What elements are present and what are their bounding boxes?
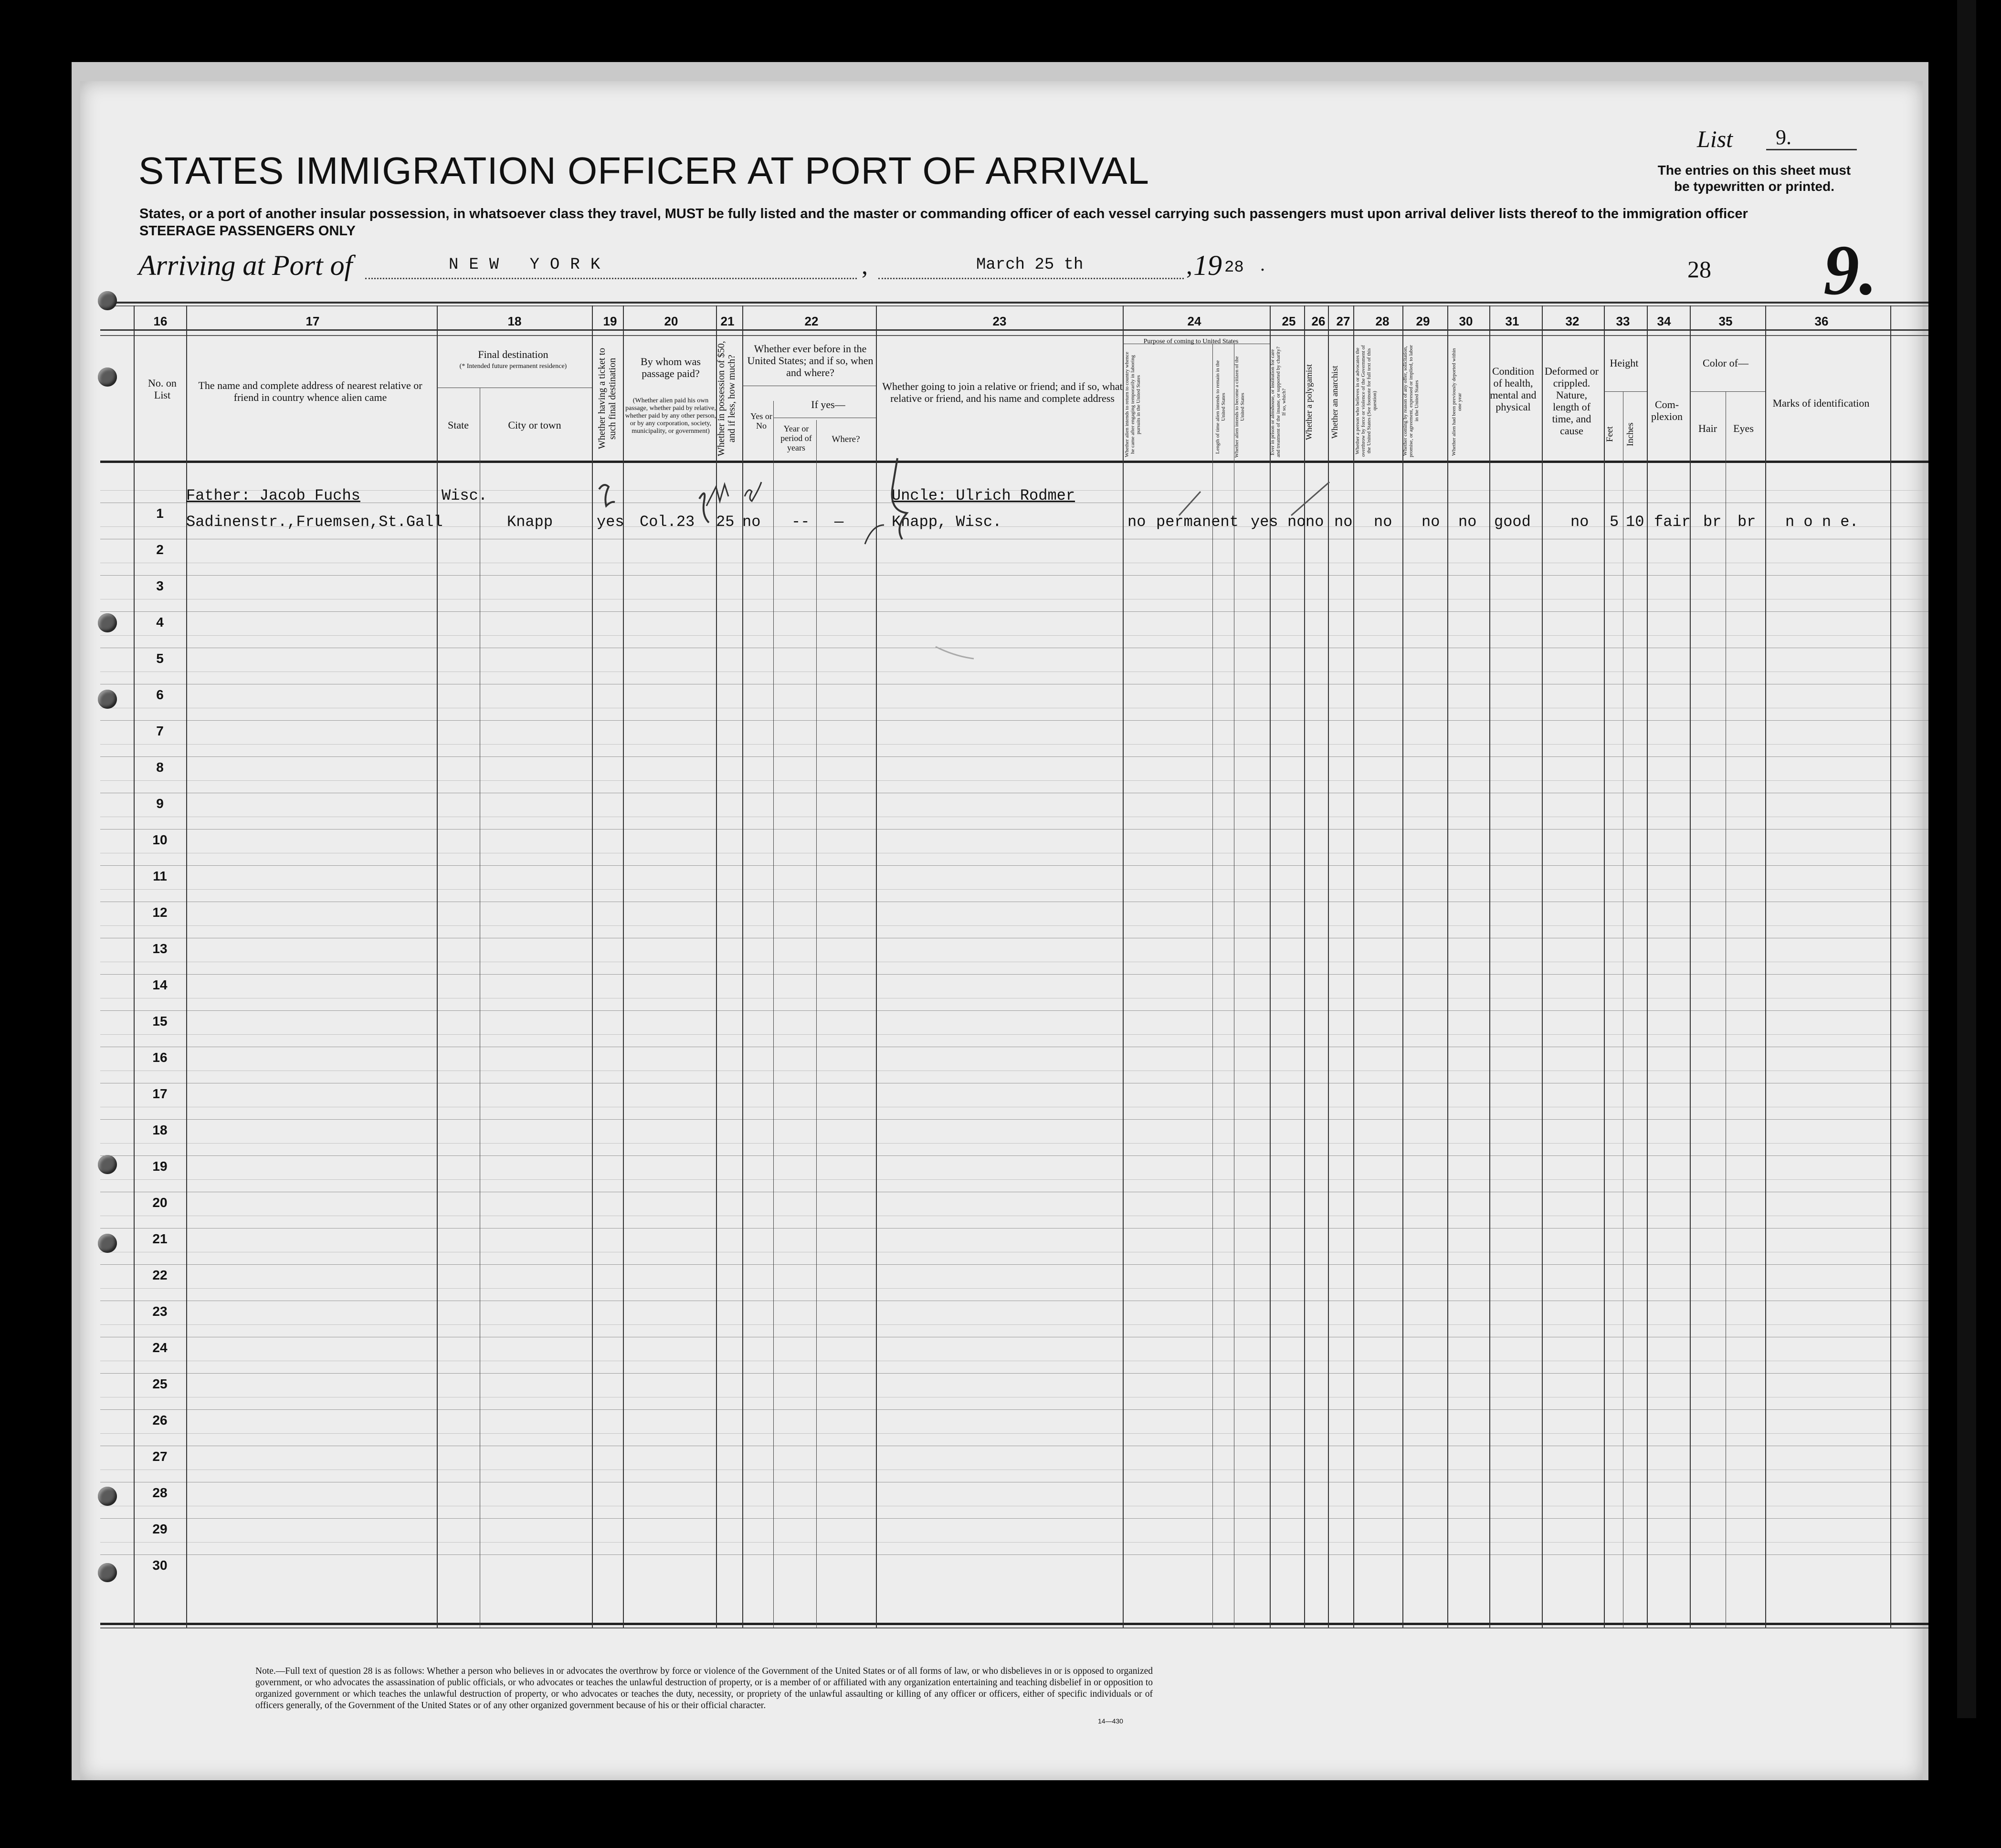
row-number: 4 bbox=[156, 615, 164, 630]
row-number: 18 bbox=[152, 1123, 168, 1137]
joining-line-1: Uncle: Ulrich Rodmer bbox=[892, 487, 1075, 504]
where-value: — bbox=[834, 513, 844, 531]
header-anarchist: Whether an anarchist bbox=[1330, 366, 1339, 439]
column-number-29: 29 bbox=[1416, 314, 1430, 328]
punch-hole-icon bbox=[98, 1563, 117, 1582]
punch-hole-icon bbox=[98, 613, 117, 632]
row-number: 12 bbox=[152, 905, 168, 920]
row-number: 3 bbox=[156, 578, 164, 593]
header-labor-offer: Whether coming by reason of any offer, solicitation, promise, or agreement, expressed or implied, to labor in the United States bbox=[1402, 345, 1420, 457]
header-marks: Marks of identification bbox=[1772, 397, 1870, 409]
column-number-34: 34 bbox=[1657, 314, 1671, 328]
header-color: Color of— bbox=[1703, 357, 1748, 369]
row-number: 7 bbox=[156, 724, 164, 738]
page-title: STATES IMMIGRATION OFFICER AT PORT OF ARRIVAL bbox=[138, 149, 1149, 192]
row-number: 11 bbox=[153, 869, 167, 883]
row-number: 29 bbox=[152, 1522, 168, 1536]
relative-line-2: Sadinenstr.,Fruemsen,St.Gall bbox=[186, 513, 443, 531]
header-before-in-us: Whether ever before in the United States; and if so, when and where? bbox=[747, 343, 874, 378]
column-number-20: 20 bbox=[664, 314, 678, 328]
header-prison: Ever in prison or almshouse, or institution for care and treatment of the insane, or supported by charity? If so, which? bbox=[1270, 346, 1287, 458]
header-purpose: Purpose of coming to United States bbox=[1143, 338, 1239, 345]
arrival-date: March 25 th bbox=[976, 256, 1084, 274]
relative-line-1: Father: Jacob Fuchs bbox=[186, 487, 360, 504]
hair-value: br bbox=[1703, 513, 1722, 531]
column-number-21: 21 bbox=[720, 314, 735, 328]
header-where: Where? bbox=[832, 434, 860, 444]
column-number-30: 30 bbox=[1459, 314, 1473, 328]
header-ticket: Whether having a ticket to such final destination bbox=[597, 347, 618, 450]
column-number-35: 35 bbox=[1718, 314, 1733, 328]
row-number: 8 bbox=[156, 760, 164, 775]
subtitle-line-1: States, or a port of another insular possession, in whatsoever class they travel, MUST be fully listed and the master or commanding officer of each vessel carrying such passengers must upon arrival deliver lists thereof to the immigration officer bbox=[139, 206, 1748, 221]
length-stay-value: permanent bbox=[1156, 513, 1239, 531]
row-number: 21 bbox=[152, 1231, 168, 1246]
form-number: 14—430 bbox=[1098, 1717, 1123, 1725]
header-year-period: Year or period of years bbox=[780, 424, 812, 452]
year-dot: . bbox=[1260, 253, 1265, 275]
comma-2: , bbox=[1186, 252, 1192, 280]
row-number: 22 bbox=[152, 1268, 168, 1282]
before-in-us-value: no bbox=[742, 513, 761, 531]
header-joining-relative: Whether going to join a relative or friend; and if so, what relative or friend, and his name and complete address bbox=[882, 380, 1123, 404]
row-number: 1 bbox=[156, 506, 164, 521]
deported-value: no bbox=[1458, 513, 1477, 531]
year-suffix: 28 bbox=[1224, 259, 1244, 277]
health-value: good bbox=[1494, 513, 1531, 531]
header-health: Condition of health, mental and physical bbox=[1490, 365, 1537, 413]
typewriter-note: The entries on this sheet must be typewritten or printed. bbox=[1657, 163, 1851, 194]
column-number-27: 27 bbox=[1336, 314, 1350, 328]
header-overthrow: Whether a person who believes in or advocates the overthrow by force or violence of the Government of the United States (See footnote for full text of this question) bbox=[1355, 345, 1378, 457]
header-inches: Inches bbox=[1625, 422, 1635, 446]
column-number-23: 23 bbox=[992, 314, 1007, 328]
header-passage-paid: By whom was passage paid? bbox=[641, 356, 701, 379]
header-state: State bbox=[448, 419, 469, 431]
header-polygamist: Whether a polygamist bbox=[1304, 364, 1314, 440]
subtitle-line-2: STEERAGE PASSENGERS ONLY bbox=[139, 223, 356, 239]
header-eyes: Eyes bbox=[1733, 422, 1754, 434]
list-number: 9. bbox=[1776, 126, 1791, 149]
row-number: 24 bbox=[152, 1340, 168, 1355]
marks-value: n o n e. bbox=[1785, 513, 1859, 531]
destination-state: Wisc. bbox=[442, 487, 488, 504]
row-number: 17 bbox=[152, 1086, 168, 1101]
footnote: Note.—Full text of question 28 is as follows: Whether a person who believes in or advocates the overthrow by force or violence of the Government of the United States or of all forms of law, or who disbelieves in or is opposed to organized government, or who advocates the assassination of public officials, or who advocates or teaches the unlawful destruction of property, or is a member of or affiliated with any organization entertaining and teaching disbelief in or opposition to organized government or which teaches the unlawful destruction of property, or who advocates or teaches the duty, necessity, or propriety of the unlawful assaulting or killing of any officer or officers, either of specific individuals or of officers generally, of the Government of the United States or of any other organized government because of his or their official character. bbox=[255, 1666, 1153, 1711]
header-fifty-dollars: Whether in possession of $50, and if less, how much? bbox=[716, 341, 737, 456]
punch-hole-icon bbox=[98, 1487, 117, 1506]
header-hair: Hair bbox=[1698, 422, 1717, 434]
complexion-value: fair bbox=[1654, 513, 1691, 531]
column-number-22: 22 bbox=[804, 314, 819, 328]
become-citizen-value: yes bbox=[1251, 513, 1278, 531]
header-length-stay: Length of time alien intends to remain in the United States bbox=[1215, 360, 1226, 454]
row-number: 2 bbox=[156, 542, 164, 557]
punch-hole-icon bbox=[98, 1155, 117, 1174]
punch-hole-icon bbox=[98, 690, 117, 709]
overthrow-value: no bbox=[1374, 513, 1392, 531]
header-feet: Feet bbox=[1605, 426, 1615, 442]
column-number-25: 25 bbox=[1282, 314, 1296, 328]
column-number-16: 16 bbox=[153, 314, 168, 328]
polygamist-value: no bbox=[1306, 513, 1324, 531]
destination-city: Knapp bbox=[507, 513, 553, 531]
comma: , bbox=[862, 252, 868, 280]
prison-value: no bbox=[1287, 513, 1306, 531]
eyes-value: br bbox=[1738, 513, 1756, 531]
header-height: Height bbox=[1610, 357, 1639, 369]
row-number: 20 bbox=[152, 1195, 168, 1210]
punch-hole-icon bbox=[98, 1234, 117, 1253]
height-inches-value: 10 bbox=[1626, 513, 1644, 531]
page-number: 28 bbox=[1687, 256, 1711, 283]
column-number-36: 36 bbox=[1814, 314, 1829, 328]
column-number-26: 26 bbox=[1311, 314, 1326, 328]
return-intent-value: no bbox=[1127, 513, 1146, 531]
passage-paid-value: Col.23 bbox=[640, 513, 695, 531]
header-deformed: Deformed or crippled. Nature, length of time, and cause bbox=[1544, 365, 1599, 437]
column-number-33: 33 bbox=[1616, 314, 1630, 328]
column-number-18: 18 bbox=[507, 314, 522, 328]
header-if-yes: If yes— bbox=[811, 399, 845, 410]
row-number: 9 bbox=[156, 796, 164, 811]
row-number: 14 bbox=[152, 977, 168, 992]
header-passage-paid-note: (Whether alien paid his own passage, whether paid by relative, whether paid by any other person, or by any corporation, society, municipality, or government) bbox=[625, 397, 716, 435]
ticket-value: yes bbox=[597, 513, 624, 531]
column-number-19: 19 bbox=[603, 314, 617, 328]
deformed-value: no bbox=[1570, 513, 1589, 531]
row-number: 16 bbox=[152, 1050, 168, 1065]
row-number: 28 bbox=[152, 1485, 168, 1500]
row-number: 25 bbox=[152, 1376, 168, 1391]
money-value: 25 bbox=[716, 513, 735, 531]
row-number: 10 bbox=[152, 832, 168, 847]
punch-hole-icon bbox=[98, 291, 117, 310]
row-number: 15 bbox=[152, 1014, 168, 1029]
arriving-label: Arriving at Port of bbox=[138, 250, 353, 281]
header-final-destination: Final destination bbox=[478, 348, 548, 360]
header-yes-no: Yes or No bbox=[750, 411, 772, 430]
row-number: 6 bbox=[156, 687, 164, 702]
header-become-citizen: Whether alien intends to become a citizen of the United States bbox=[1234, 356, 1245, 458]
header-deported: Whether alien had been previously deported within one year bbox=[1451, 348, 1463, 456]
column-number-31: 31 bbox=[1505, 314, 1519, 328]
column-number-28: 28 bbox=[1375, 314, 1390, 328]
header-no-on-list: No. on List bbox=[148, 377, 177, 401]
row-number: 5 bbox=[156, 651, 164, 666]
header-complexion: Com- plexion bbox=[1651, 399, 1683, 422]
handwritten-page-mark: 9. bbox=[1823, 231, 1877, 310]
row-number: 19 bbox=[152, 1159, 168, 1174]
row-number: 26 bbox=[152, 1413, 168, 1428]
port-name: NEW YORK bbox=[449, 256, 611, 274]
period-value: -- bbox=[791, 513, 810, 531]
column-number-32: 32 bbox=[1565, 314, 1580, 328]
column-number-17: 17 bbox=[305, 314, 320, 328]
header-city: City or town bbox=[508, 419, 561, 431]
list-label: List bbox=[1697, 126, 1733, 152]
labor-offer-value: no bbox=[1422, 513, 1440, 531]
joining-line-2: Knapp, Wisc. bbox=[892, 513, 1002, 531]
column-number-24: 24 bbox=[1187, 314, 1201, 328]
row-number: 27 bbox=[152, 1449, 168, 1464]
header-return-intent: Whether alien intends to return to country whence he came after engaging temporarily in laboring pursuits in the United States bbox=[1124, 352, 1141, 457]
punch-hole-icon bbox=[98, 368, 117, 387]
height-feet-value: 5 bbox=[1610, 513, 1619, 531]
row-number: 13 bbox=[152, 941, 168, 956]
header-final-destination-note: (* Intended future permanent residence) bbox=[459, 363, 567, 370]
anarchist-value: no bbox=[1334, 513, 1353, 531]
row-number: 23 bbox=[152, 1304, 168, 1319]
header-nearest-relative: The name and complete address of nearest relative or friend in country whence alien came bbox=[198, 379, 422, 403]
year-prefix: 19 bbox=[1193, 250, 1222, 281]
row-number: 30 bbox=[152, 1558, 168, 1573]
